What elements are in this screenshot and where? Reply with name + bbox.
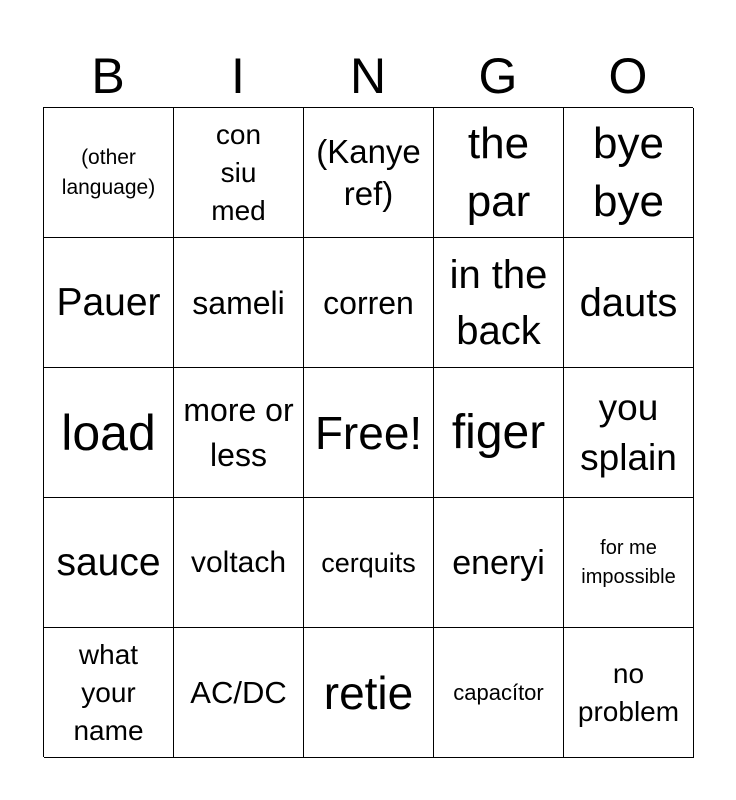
free-space-cell[interactable]: [304, 368, 434, 498]
bingo-cell[interactable]: [564, 368, 694, 498]
bingo-cell[interactable]: [564, 498, 694, 628]
header-letter-n: N: [349, 48, 387, 104]
bingo-cell[interactable]: [304, 498, 434, 628]
cell-text: capacítor: [453, 679, 544, 705]
cell-text: Pauer: [56, 280, 161, 324]
bingo-cell[interactable]: [434, 108, 564, 238]
cell-text: for me impossible: [581, 536, 676, 588]
header-letter-g: G: [478, 48, 518, 104]
bingo-board: [43, 107, 693, 757]
bingo-cell[interactable]: [174, 238, 304, 368]
cell-text: corren: [323, 284, 414, 321]
cell-text: cerquits: [321, 547, 416, 578]
cell-text: bye bye: [593, 118, 664, 226]
header-letter-b: B: [91, 48, 125, 104]
cell-text: (other language): [61, 145, 156, 199]
bingo-cell[interactable]: [174, 498, 304, 628]
cell-text: sauce: [56, 540, 161, 584]
header-letter-i: I: [231, 48, 245, 104]
bingo-cell[interactable]: [564, 628, 694, 758]
cell-text: no problem: [577, 657, 680, 727]
cell-text: what your name: [73, 638, 144, 746]
cell-text: retie: [323, 666, 414, 719]
cell-text: you splain: [580, 386, 677, 478]
bingo-cell[interactable]: [44, 628, 174, 758]
bingo-cell[interactable]: [304, 628, 434, 758]
cell-text: voltach: [190, 545, 287, 579]
bingo-cell[interactable]: [304, 238, 434, 368]
bingo-cell[interactable]: [564, 238, 694, 368]
free-space-label: Free!: [314, 406, 423, 459]
bingo-cell[interactable]: [564, 108, 694, 238]
bingo-cell[interactable]: [174, 108, 304, 238]
bingo-cell[interactable]: [434, 498, 564, 628]
bingo-cell[interactable]: [44, 498, 174, 628]
cell-text: figer: [451, 405, 546, 459]
bingo-cell[interactable]: [434, 238, 564, 368]
cell-text: sameli: [192, 284, 285, 321]
bingo-cell[interactable]: [174, 368, 304, 498]
cell-text: (Kanye ref): [316, 132, 421, 212]
bingo-cell[interactable]: [434, 628, 564, 758]
cell-text: the par: [466, 118, 531, 226]
bingo-cell[interactable]: [44, 108, 174, 238]
bingo-cell[interactable]: [434, 368, 564, 498]
bingo-header: [43, 44, 693, 108]
cell-text: more or less: [183, 391, 294, 473]
cell-text: con siu med: [211, 118, 266, 226]
cell-text: eneryi: [452, 543, 545, 582]
cell-text: AC/DC: [190, 674, 287, 710]
cell-text: in the back: [449, 252, 548, 353]
bingo-cell[interactable]: [44, 368, 174, 498]
bingo-cell[interactable]: [44, 238, 174, 368]
bingo-cell[interactable]: [304, 108, 434, 238]
cell-text: dauts: [579, 280, 678, 325]
header-letter-o: O: [608, 48, 648, 104]
cell-text: load: [61, 404, 156, 461]
bingo-cell[interactable]: [174, 628, 304, 758]
